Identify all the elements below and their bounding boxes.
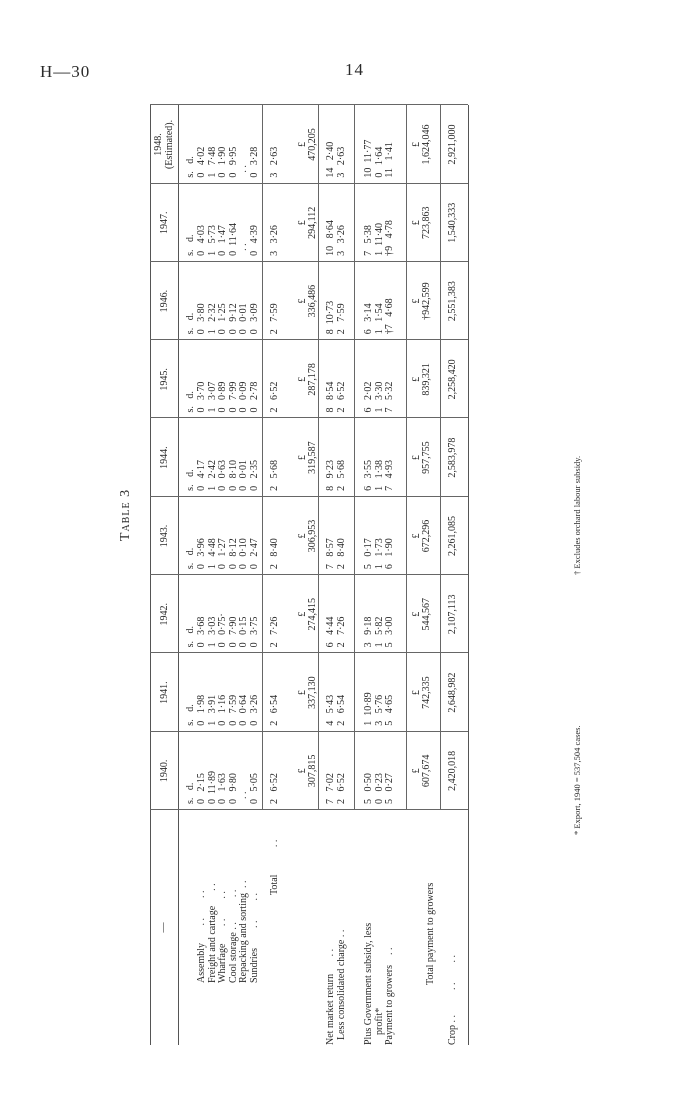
cell-payment-unit: £: [411, 690, 422, 696]
cell-net: 10 8·64 3 3·26: [325, 220, 347, 256]
cell-total-unit: £: [297, 376, 308, 382]
cell-net: 7 8·57 2 8·40: [325, 538, 347, 570]
cell-payment: 723,863: [421, 206, 432, 240]
cell-total-unit: £: [297, 220, 308, 226]
cell-total-value: 319,587: [307, 441, 318, 474]
cell-crop: 2,551,383: [447, 281, 458, 322]
column-separator: [150, 183, 468, 184]
cell-total-value: 470,205: [307, 128, 318, 161]
cell-crop: 2,583,978: [447, 437, 458, 478]
column-header-0: 1940.: [159, 759, 170, 783]
cell-unit: s. d.: [185, 469, 196, 491]
cell-subsidy: 1 10·89 3 5·76 5 4·65: [363, 692, 396, 726]
column-separator: [150, 731, 468, 732]
cell-total-unit: £: [297, 298, 308, 304]
cell-subsidy: 6 3·14 1 1·54 †7 4·68: [363, 298, 396, 335]
cell-charges: 0 4·03 1 5·73 0 1·47 0 11·64 . . 0 4·39: [196, 222, 260, 256]
table-caption: Table 3: [118, 488, 133, 542]
cell-payment: 607,674: [421, 754, 432, 788]
cell-total-unit: £: [297, 533, 308, 539]
cell-net: 8 10·73 2 7·59: [325, 300, 347, 335]
cell-unit: s. d.: [185, 234, 196, 256]
cell-payment-unit: £: [411, 768, 422, 774]
cell-net: 8 8·54 2 6·52: [325, 381, 347, 413]
cell-payment: 544,567: [421, 598, 432, 631]
stub-header-dash: —: [158, 922, 169, 933]
cell-crop: 2,420,018: [447, 750, 458, 791]
cell-unit: s. d.: [185, 704, 196, 726]
cell-total: 2 6·52: [269, 381, 280, 413]
cell-unit: s. d.: [185, 782, 196, 804]
column-separator: [150, 652, 468, 653]
cell-total: 2 6·54: [269, 694, 280, 726]
cell-charges: 0 3·70 1 3·07 0 0·89 0 7·99 0 0·09 0 2·78: [196, 381, 260, 413]
column-separator: [150, 261, 468, 262]
cell-total: 2 7·59: [269, 303, 280, 335]
column-separator: [150, 809, 468, 810]
cell-total: 2 7·26: [269, 616, 280, 648]
rotated-table-block: [150, 105, 582, 1045]
cell-crop: 2,107,113: [447, 594, 458, 635]
cell-subsidy: 6 2·02 1 3·30 7 5·32: [363, 381, 396, 413]
cell-charges: 0 3·68 1 3·03 0 0·75· 0 7·90 0 0·15 0 3·75: [196, 613, 260, 648]
cell-unit: s. d.: [185, 391, 196, 413]
cell-crop: 2,648,982: [447, 672, 458, 713]
cell-charges: 0 3·80 1 2·32 0 1·25 0 9·12 0 0·01 0 3·09: [196, 303, 260, 335]
cell-unit: s. d.: [185, 156, 196, 178]
cell-charges: 0 4·17 1 2·42 0 0·63 0 8·10 0 0·01 0 2·35: [196, 459, 260, 491]
column-header-8: 1948. (Estimated).: [153, 119, 175, 170]
cell-total-value: 337,130: [307, 676, 318, 709]
cell-payment-unit: £: [411, 298, 422, 304]
row-label-subsidy: Plus Government subsidy, less profit* Payment to growers . .: [363, 922, 396, 1045]
row-separator: [262, 105, 263, 810]
cell-total-value: 306,953: [307, 519, 318, 553]
cell-charges: 0 1·98 1 3·91 0 1·16 0 7·59 0 0·64 0 3·26: [196, 694, 260, 726]
footnote-export: * Export, 1940 = 537,504 cases.: [572, 725, 582, 835]
row-separator: [406, 105, 407, 810]
cell-crop: 2,258,420: [447, 359, 458, 400]
cell-payment: †942,599: [421, 282, 432, 320]
page-number: 14: [345, 60, 364, 79]
cell-total: 3 2·63: [269, 146, 280, 178]
cell-payment: 672,296: [421, 519, 432, 553]
cell-total-unit: £: [297, 611, 308, 617]
table-caption-block: [118, 415, 138, 615]
cell-payment-unit: £: [411, 141, 422, 147]
cell-total-unit: £: [297, 455, 308, 461]
cell-payment-unit: £: [411, 533, 422, 539]
cell-unit: s. d.: [185, 312, 196, 335]
cell-total: 2 8·40: [269, 538, 280, 570]
cell-charges: 0 2·15 0 11·89 0 1·63 0 9·80 . . 0 5·05: [196, 771, 260, 804]
cell-subsidy: 6 3·55 1 1·38 7 4·93: [363, 459, 396, 491]
cell-crop: 2,921,000: [447, 124, 458, 165]
column-separator: [150, 104, 468, 105]
column-header-6: 1946.: [159, 289, 170, 313]
column-separator: [150, 496, 468, 497]
column-header-2: 1942.: [159, 603, 170, 626]
cell-crop: 1,540,333: [447, 202, 458, 243]
column-header-1: 1941.: [159, 681, 170, 704]
cell-net: 6 4·44 2 7·26: [325, 616, 347, 648]
table-bottom-rule: [468, 105, 469, 1045]
cell-total-unit: £: [297, 141, 308, 147]
cell-total: 2 6·52: [269, 773, 280, 804]
cell-payment: 839,321: [421, 363, 432, 396]
cell-total-value: 274,415: [307, 598, 318, 631]
row-label-charges: Assembly . . . . Freight and cartage . . Wharfage . . . . Cool storage . . . . Repacking and sorting . . Sundries . . . .: [196, 880, 260, 983]
cell-total-value: 287,178: [307, 363, 318, 396]
row-label-crop: Crop . . . . . .: [447, 955, 458, 1045]
row-separator: [440, 105, 441, 810]
column-header-3: 1943.: [159, 524, 170, 548]
cell-subsidy: 3 9·18 1 5·82 5 3·00: [363, 616, 396, 648]
cell-subsidy: 10 11·77 0 1·64 11 1·41: [363, 139, 396, 178]
cell-total-unit: £: [297, 768, 308, 774]
cell-unit: s. d.: [185, 547, 196, 570]
cell-crop: 2,261,085: [447, 515, 458, 556]
column-separator: [150, 574, 468, 575]
footnote-subsidy: † Excludes orchard labour subsidy.: [572, 455, 582, 575]
cell-total-value: 336,486: [307, 284, 318, 318]
cell-payment-unit: £: [411, 611, 422, 617]
cell-net: 14 2·40 3 2·63: [325, 141, 347, 178]
cell-charges: 0 4·02 1 7·48 0 1·90 0 9·95 . . 0 3·28: [196, 146, 260, 178]
row-label-net: Net market return . . Less consolidated charge . .: [325, 929, 347, 1045]
table-3: [150, 105, 570, 1045]
cell-charges: 0 3·96 1 4·48 0 1·27 0 8·12 0 0·10 0 2·47: [196, 538, 260, 570]
row-separator: [354, 105, 355, 810]
document-id: H—30: [40, 62, 91, 81]
cell-subsidy: 5 0·17 1 1·73 6 1·90: [363, 538, 396, 570]
cell-payment-unit: £: [411, 376, 422, 382]
cell-payment: 957,755: [421, 441, 432, 474]
cell-total-value: 294,112: [307, 206, 318, 239]
cell-total-unit: £: [297, 690, 308, 696]
cell-subsidy: 5 0·50 0 0·23 5 0·27: [363, 773, 396, 804]
cell-subsidy: 7 5·38 1 11·40 †9 4·78: [363, 220, 396, 256]
cell-payment: 742,335: [421, 676, 432, 709]
cell-net: 8 9·23 2 5·68: [325, 459, 347, 491]
column-header-7: 1947.: [159, 211, 170, 235]
cell-payment: 1,624,046: [421, 124, 432, 165]
cell-net: 7 7·02 2 6·52: [325, 773, 347, 804]
row-label-total: Total . .: [269, 839, 280, 895]
row-label-total-payment: Total payment to growers: [425, 882, 436, 985]
cell-total: 2 5·68: [269, 459, 280, 491]
cell-net: 4 5·43 2 6·54: [325, 694, 347, 726]
cell-total: 3 3·26: [269, 225, 280, 256]
column-header-5: 1945.: [159, 368, 170, 391]
cell-total-value: 307,815: [307, 754, 318, 788]
column-header-4: 1944.: [159, 446, 170, 469]
column-separator: [150, 418, 468, 419]
cell-payment-unit: £: [411, 455, 422, 461]
cell-unit: s. d.: [185, 626, 196, 648]
cell-payment-unit: £: [411, 220, 422, 226]
column-separator: [150, 339, 468, 340]
